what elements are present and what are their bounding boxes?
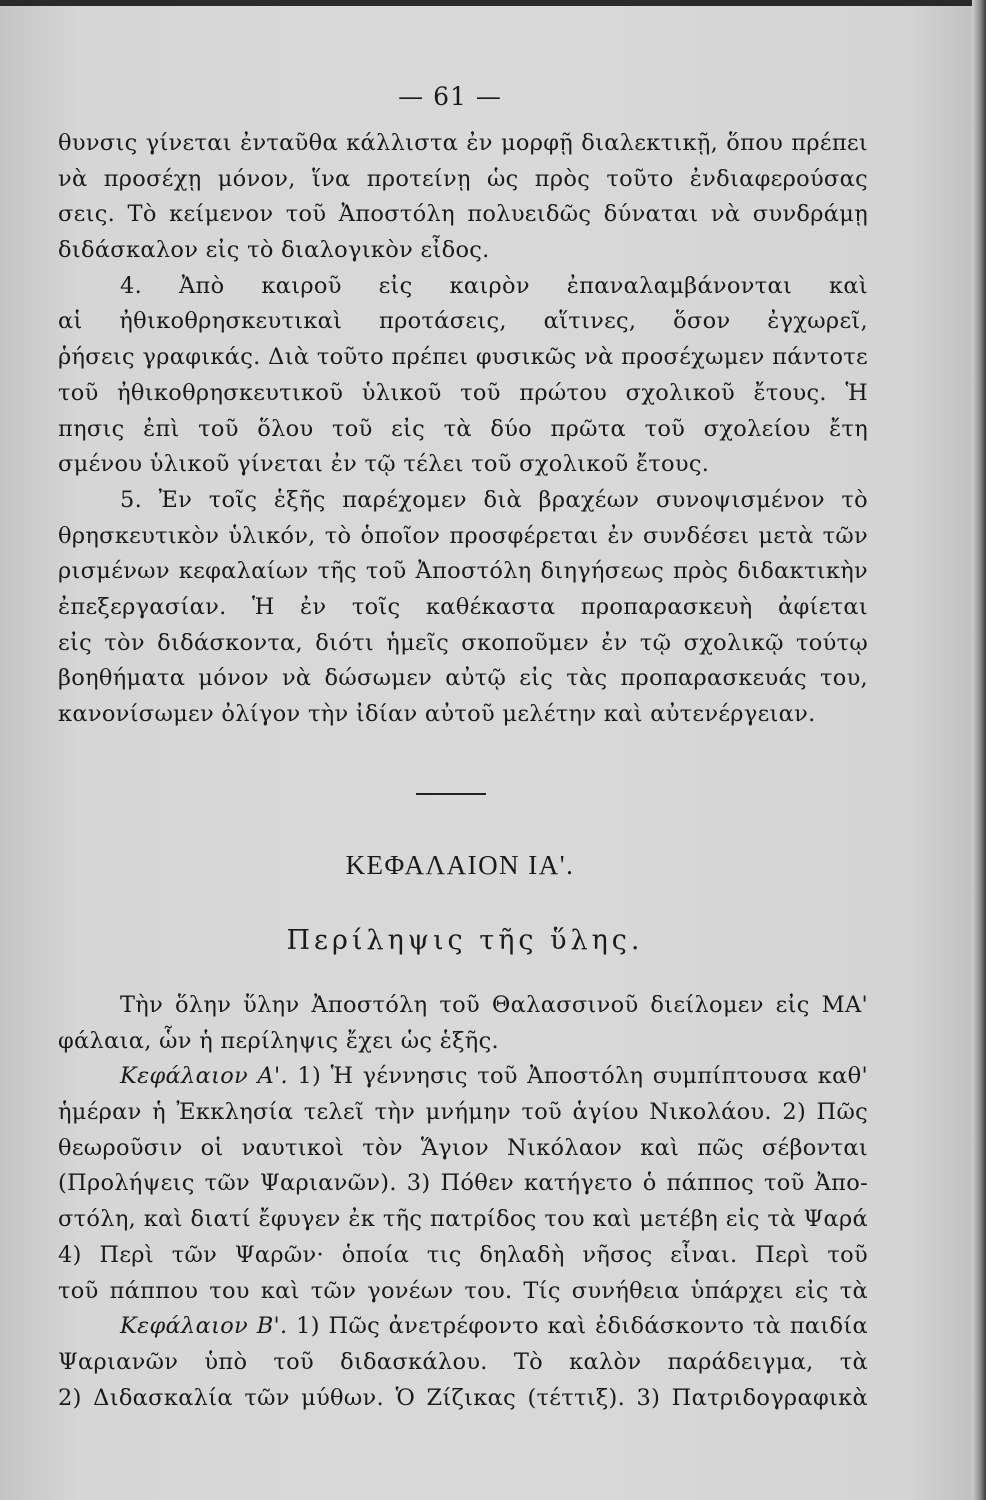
text-line: (Προλήψεις τῶν Ψαριανῶν). 3) Πόθεν κατήγετο ὁ πάππος τοῦ Ἀπο- [58,1170,868,1197]
page-number: — 61 — [398,82,502,111]
text-line: νὰ προσέχῃ μόνον, ἵνα προτείνῃ ὡς πρὸς τοῦτο ἐνδιαφερούσας [58,165,868,192]
text-line: ἐπεξεργασίαν. Ἡ ἐν τοῖς καθέκαστα προπαρασκευὴ ἀφίεται [58,593,868,620]
text-line: θεωροῦσιν οἱ ναυτικοὶ τὸν Ἅγιον Νικόλαον καὶ πῶς σέβονται [58,1134,868,1161]
text-line: φάλαια, ὧν ἡ περίληψις ἔχει ὡς ἑξῆς. [58,1027,499,1054]
chapter-a-label: Κεφάλαιον Α'. [120,1063,288,1090]
chapter-a-first-line [58,1059,868,1095]
text-line: κανονίσωμεν ὀλίγον τὴν ἰδίαν αὐτοῦ μελέτην καὶ αὐτενέργειαν. [58,701,816,727]
text-line: ῥήσεις γραφικάς. Διὰ τοῦτο πρέπει φυσικῶς νὰ προσέχωμεν πάντοτε [58,344,868,371]
text-line: ρισμένων κεφαλαίων τῆς τοῦ Ἀποστόλη διηγήσεως πρὸς διδακτικὴν [58,558,868,585]
text-line: 5. Ἐν τοῖς ἑξῆς παρέχομεν διὰ βραχέων συνοψισμένον τὸ [120,486,868,513]
text-line: 2) Διδασκαλία τῶν μύθων. Ὁ Ζίζικας (τέττιξ). 3) Πατριδογραφικὰ [58,1384,868,1411]
text-line: αἱ ἠθικοθρησκευτικαὶ προτάσεις, αἵτινες, ὅσον ἐγχωρεῖ, [58,308,868,335]
text-line: εἰς τὸν διδάσκοντα, διότι ἡμεῖς σκοποῦμεν ἐν τῷ σχολικῷ τούτῳ [58,629,868,656]
text-line: πησις ἐπὶ τοῦ ὅλου τοῦ εἰς τὰ δύο πρῶτα τοῦ σχολείου ἔτη [58,415,868,442]
scan-top-edge [0,0,986,6]
scan-right-edge [972,0,986,1500]
text-line: τοῦ πάππου του καὶ τῶν γονέων του. Τίς συνήθεια ὑπάρχει εἰς τὰ [58,1277,868,1304]
chapter-b-first-text: 1) Πῶς ἀνετρέφοντο καὶ ἐδιδάσκοντο τὰ παιδία [296,1313,868,1340]
text-line: 4. Ἀπὸ καιροῦ εἰς καιρὸν ἐπαναλαμβάνονται καὶ [120,272,868,299]
text-line: βοηθήματα μόνον νὰ δώσωμεν αὐτῷ εἰς τὰς προπαρασκευάς του, [58,665,868,692]
chapter-subtitle: Περίληψις τῆς ὕλης. [286,925,644,956]
text-line: σεις. Τὸ κείμενον τοῦ Ἀποστόλη πολυειδῶς δύναται νὰ συνδράμῃ [58,201,868,228]
text-line: 4) Περὶ τῶν Ψαρῶν· ὁποία τις δηλαδὴ νῆσος εἶναι. Περὶ τοῦ [58,1241,868,1268]
text-line: θυνσις γίνεται ἐνταῦθα κάλλιστα ἐν μορφῇ διαλεκτικῇ, ὅπου πρέπει [58,130,868,156]
text-line: θρησκευτικὸν ὑλικόν, τὸ ὁποῖον προσφέρεται ἐν συνδέσει μετὰ τῶν [58,522,868,549]
text-line: Τὴν ὅλην ὕλην Ἀποστόλη τοῦ Θαλασσινοῦ διείλομεν εἰς ΜΑ' [120,992,868,1018]
text-line: τοῦ ἠθικοθρησκευτικοῦ ὑλικοῦ τοῦ πρώτου σχολικοῦ ἔτους. Ἡ [58,379,868,406]
section-divider [416,793,486,795]
text-line: ἡμέραν ἡ Ἐκκλησία τελεῖ τὴν μνήμην τοῦ ἁγίου Νικολάου. 2) Πῶς [58,1099,868,1126]
text-line: σμένου ὑλικοῦ γίνεται ἐν τῷ τέλει τοῦ σχολικοῦ ἔτους. [58,451,710,478]
text-line: στόλη, καὶ διατί ἔφυγεν ἐκ τῆς πατρίδος του καὶ μετέβη εἰς τὰ Ψαρά [58,1206,868,1233]
chapter-b-first-line [58,1309,868,1345]
upper-text-block [58,126,868,733]
chapter-title: ΚΕΦΑΛΑΙΟΝ ΙΑ'. [345,850,575,880]
lower-text-block [58,988,868,1416]
text-line: διδάσκαλον εἰς τὸ διαλογικὸν εἶδος. [58,237,490,264]
chapter-b-label: Κεφάλαιον Β'. [120,1313,288,1340]
text-line: Ψαριανῶν ὑπὸ τοῦ διδασκάλου. Τὸ καλὸν παράδειγμα, τὰ [58,1348,868,1375]
chapter-a-first-text: 1) Ἡ γέννησις τοῦ Ἀποστόλη συμπίπτουσα καθ' [297,1063,868,1090]
